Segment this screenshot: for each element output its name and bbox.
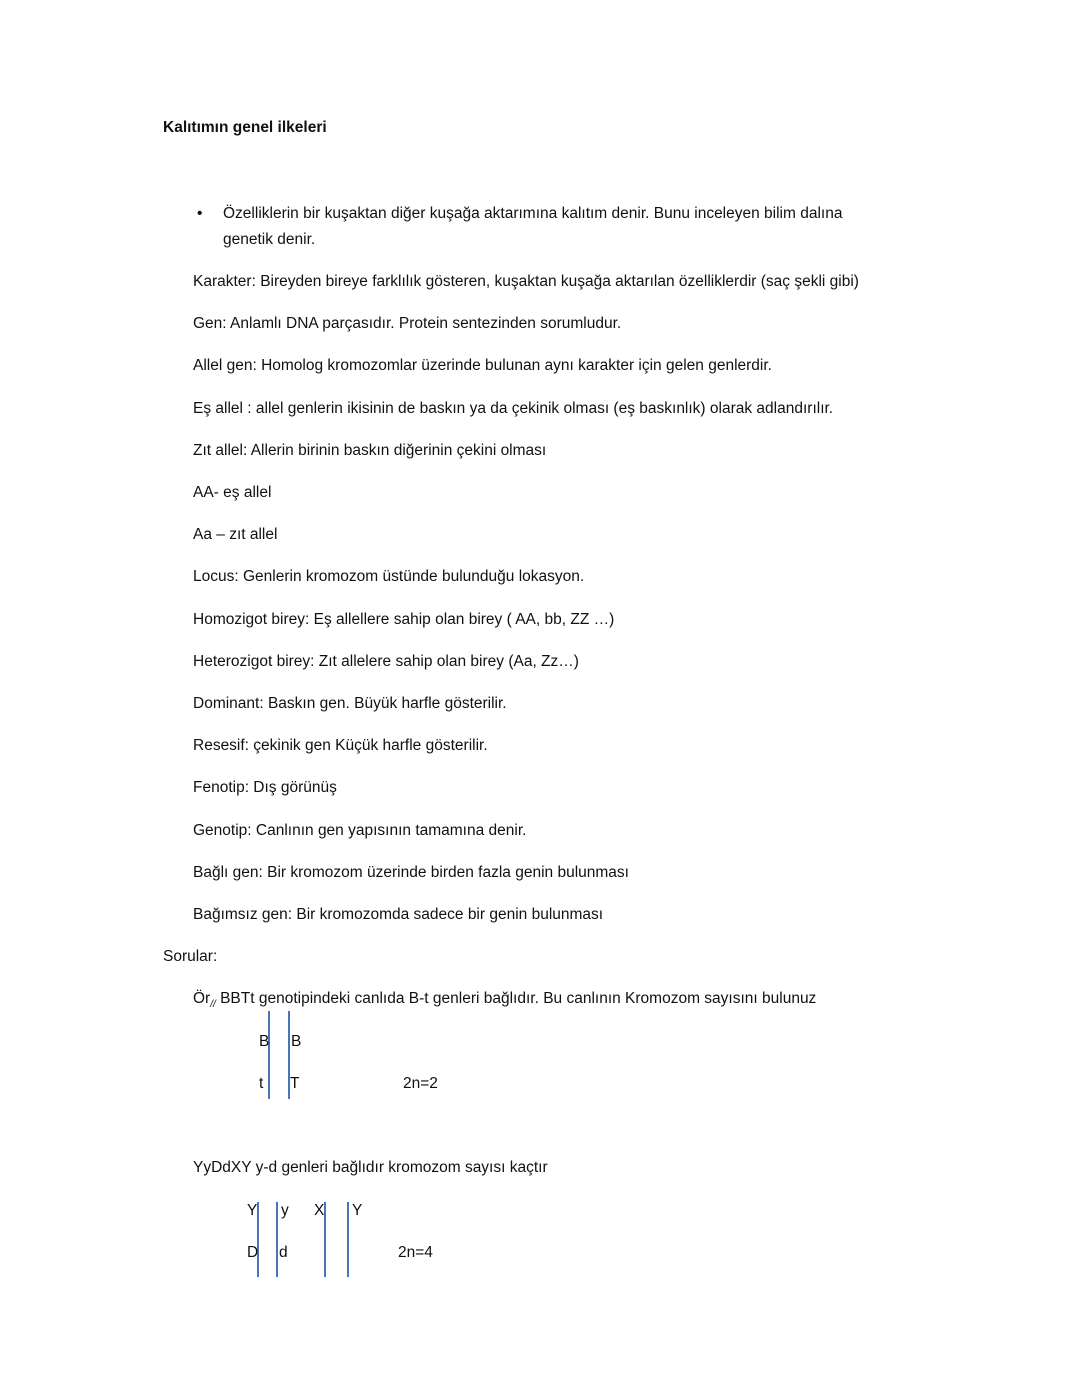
definition-line: Homozigot birey: Eş allellere sahip olan birey ( AA, bb, ZZ …) — [193, 610, 615, 628]
definition-line: Fenotip: Dış görünüş — [193, 779, 337, 797]
chromosome-line — [347, 1202, 349, 1277]
chromosome-line — [268, 1011, 270, 1099]
definition-line: Bağımsız gen: Bir kromozomda sadece bir genin bulunması — [193, 906, 604, 923]
definition-line: AA- eş allel — [193, 484, 272, 501]
q1-text: BBTt genotipindeki canlıda B-t genleri bağlıdır. Bu canlının Kromozom sayısını bulunuz — [215, 990, 817, 1007]
bullet-text-line1: Özelliklerin bir kuşaktan diğer kuşağa aktarımına kalıtım denir. Bunu inceleyen bilim dalına — [223, 205, 843, 222]
definition-line: Allel gen: Homolog kromozomlar üzerinde bulunan aynı karakter için gelen genlerdir. — [193, 357, 772, 375]
q1-sub: // — [210, 999, 216, 1011]
definition-line: Zıt allel: Allerin birinin baskın diğerinin çekini olması — [193, 441, 547, 459]
gene-label: t — [259, 1075, 264, 1092]
definition-line: Aa – zıt allel — [193, 526, 278, 544]
definition-line: Bağlı gen: Bir kromozom üzerinde birden fazla genin bulunması — [193, 863, 629, 881]
definition-line: Dominant: Baskın gen. Büyük harfle gösterilir. — [193, 695, 507, 712]
definition-line: Heterozigot birey: Zıt allelere sahip olan birey (Aa, Zz…) — [193, 652, 579, 670]
definition-line: Karakter: Bireyden bireye farklılık gösteren, kuşaktan kuşağa aktarılan özelliklerdir (saç şekli gibi) — [193, 273, 859, 290]
questions-heading: Sorular: — [163, 948, 218, 965]
definition-line: Genotip: Canlının gen yapısının tamamına denir. — [193, 821, 527, 839]
definition-line: Resesif: çekinik gen Küçük harfle gösterilir. — [193, 737, 488, 755]
question-2: YyDdXY y-d genleri bağlıdır kromozom sayısı kaçtır — [193, 1159, 548, 1176]
gene-label: X — [314, 1202, 325, 1219]
q1-prefix: Ör — [193, 990, 211, 1007]
gene-label: d — [279, 1244, 288, 1261]
gene-label: Y — [352, 1202, 363, 1219]
gene-label: D — [247, 1244, 259, 1261]
chromosome-line — [276, 1202, 278, 1277]
definition-line: Locus: Genlerin kromozom üstünde bulunduğu lokasyon. — [193, 568, 585, 586]
bullet-text-line2: genetik denir. — [223, 231, 316, 248]
gene-label: T — [290, 1075, 300, 1092]
page-title: Kalıtımın genel ilkeleri — [163, 119, 327, 136]
gene-label: y — [281, 1202, 289, 1219]
gene-label: Y — [247, 1202, 258, 1219]
question-1 — [193, 989, 816, 1015]
definition-line: Eş allel : allel genlerin ikisinin de baskın ya da çekinik olması (eş baskınlık) olarak adlandırılır. — [193, 399, 834, 417]
gene-label: B — [291, 1033, 302, 1050]
bullet-icon: • — [197, 205, 203, 222]
q1-answer: 2n=2 — [403, 1075, 438, 1092]
q2-answer: 2n=4 — [398, 1244, 433, 1261]
definition-line: Gen: Anlamlı DNA parçasıdır. Protein sentezinden sorumludur. — [193, 315, 622, 333]
gene-label: B — [259, 1033, 270, 1050]
